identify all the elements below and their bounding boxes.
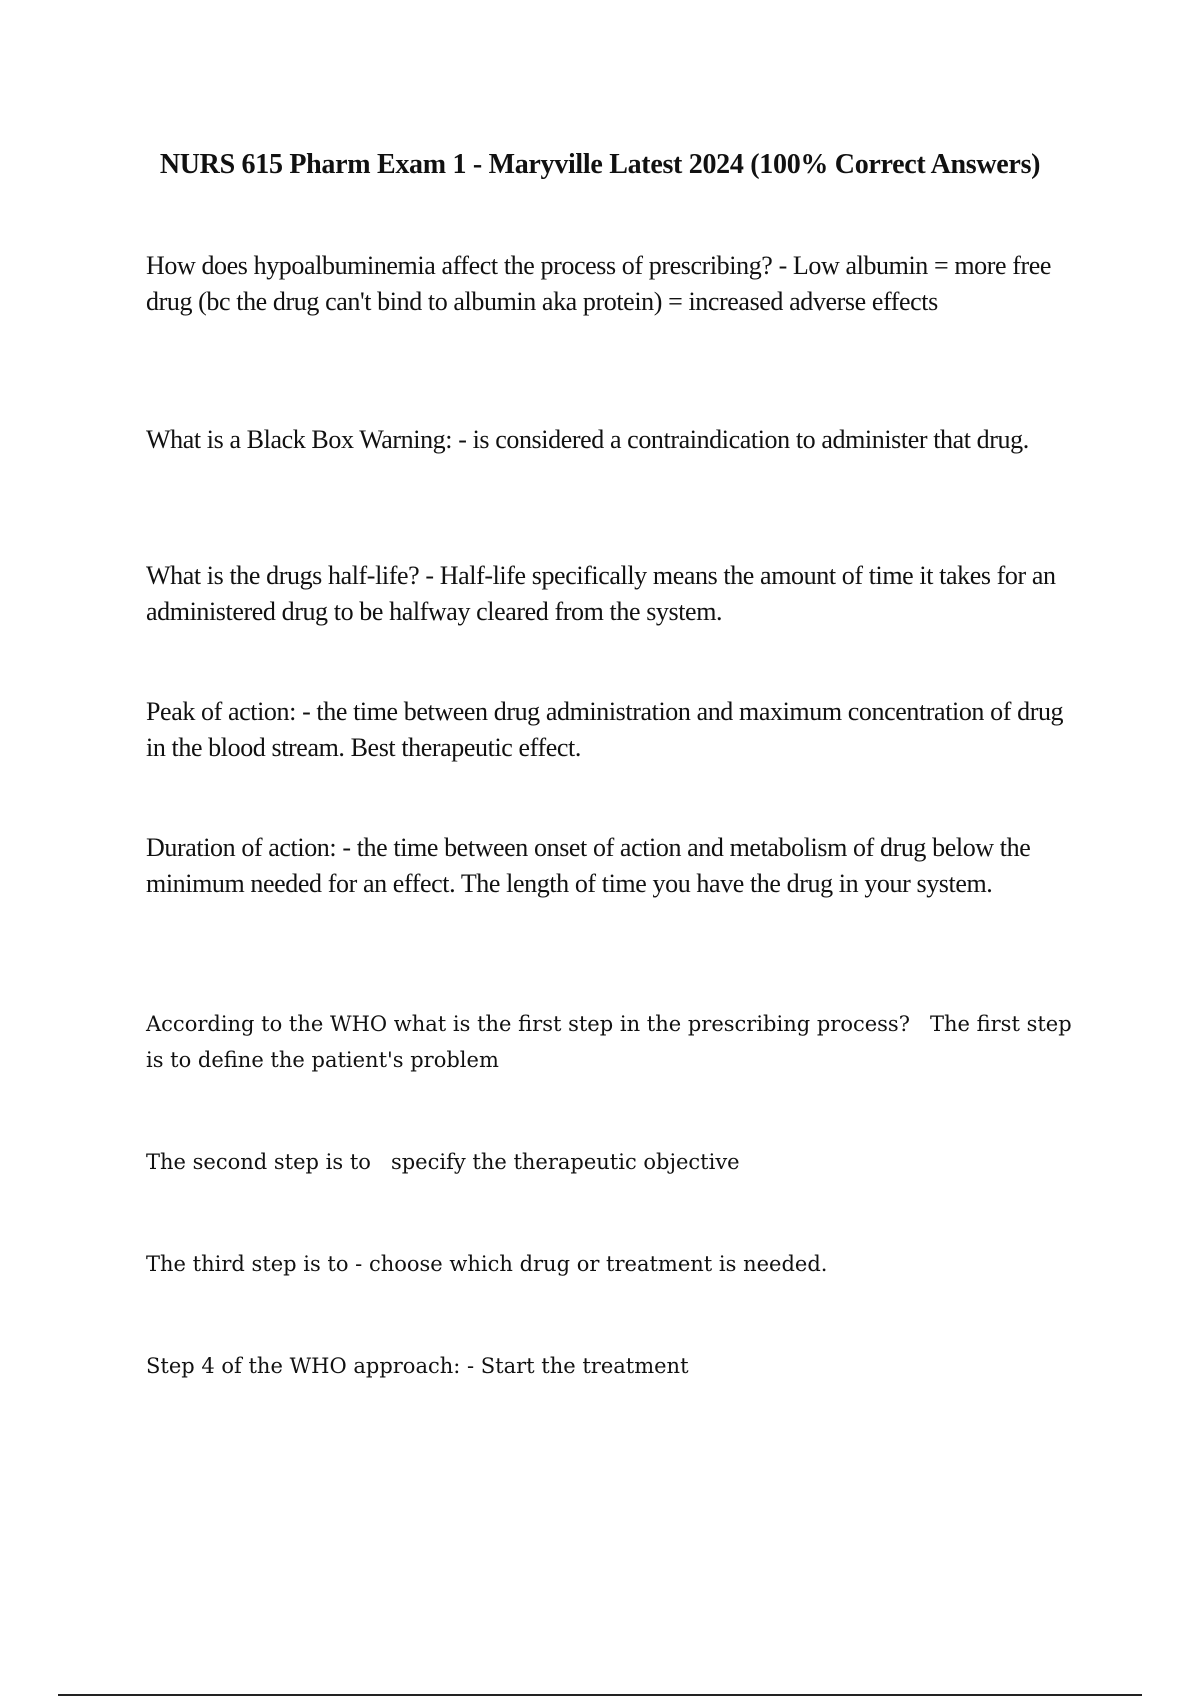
answer-text: - choose which drug or treatment is needed.	[355, 1252, 828, 1276]
qa-entry-second-step	[146, 1144, 1086, 1180]
question-text: The third step is to	[146, 1252, 349, 1276]
document-title: NURS 615 Pharm Exam 1 - Maryville Latest 2024 (100% Correct Answers)	[159, 149, 1041, 180]
question-text: What is the drugs half-life?	[146, 561, 420, 590]
question-text: How does hypoalbuminemia affect the process of prescribing?	[146, 251, 773, 280]
qa-entry-half-life	[146, 558, 1086, 630]
question-text: Peak of action:	[146, 697, 296, 726]
footer-divider	[58, 1694, 1142, 1696]
qa-entry-hypoalbuminemia	[146, 248, 1086, 320]
answer-text: The first step is to define the patient's problem	[146, 1012, 1072, 1072]
question-text: What is a Black Box Warning:	[146, 425, 453, 454]
answer-text: - Half-life specifically means the amount of time it takes for an administered drug to be halfway cleared from the system.	[146, 561, 1056, 626]
answer-text: - Low albumin = more free drug (bc the drug can't bind to albumin aka protein) = increased adverse effects	[146, 251, 1052, 316]
qa-entry-who-first-step	[146, 1006, 1086, 1078]
answer-text: specify the therapeutic objective	[390, 1150, 740, 1174]
answer-text: - Start the treatment	[467, 1354, 689, 1378]
answer-text: - the time between drug administration and maximum concentration of drug in the blood stream. Best therapeutic effect.	[146, 697, 1064, 762]
qa-entry-duration-of-action	[146, 830, 1086, 902]
qa-entry-peak-of-action	[146, 694, 1086, 766]
qa-entry-step-four	[146, 1348, 1086, 1384]
qa-entry-third-step	[146, 1246, 1086, 1282]
answer-text: - is considered a contraindication to administer that drug.	[458, 425, 1029, 454]
answer-text: - the time between onset of action and metabolism of drug below the minimum needed for an effect. The length of time you have the drug in your system.	[146, 833, 1031, 898]
question-text: Duration of action:	[146, 833, 337, 862]
question-text: According to the WHO what is the first step in the prescribing process?	[146, 1012, 910, 1036]
qa-entry-black-box-warning	[146, 422, 1086, 458]
question-text: The second step is to	[146, 1150, 371, 1174]
question-text: Step 4 of the WHO approach:	[146, 1354, 461, 1378]
